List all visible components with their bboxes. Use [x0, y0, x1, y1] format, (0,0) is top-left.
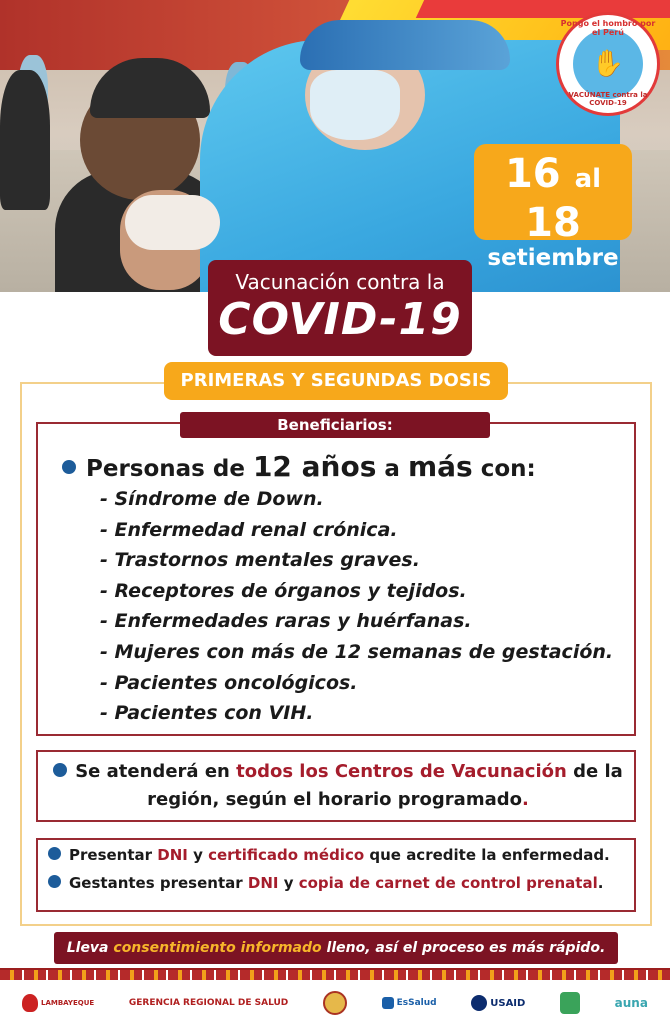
logo-text: EsSalud: [396, 998, 437, 1008]
req-highlight: certificado médico: [208, 846, 365, 864]
req-text: y: [187, 846, 209, 864]
decorative-pattern: [0, 970, 670, 980]
condition-item: - Trastornos mentales graves.: [100, 549, 420, 572]
consent-text: Lleva: [66, 940, 114, 956]
intro-text: a: [376, 456, 408, 482]
background-person: [0, 70, 50, 210]
date-from: 16: [504, 151, 561, 197]
logo-text: GERENCIA REGIONAL DE SALUD: [128, 998, 289, 1008]
bullet-icon: [48, 847, 61, 860]
logo-partner: [560, 992, 580, 1014]
req-text: que acredite la enfermedad.: [364, 846, 610, 864]
logo-text: LAMBAYEQUE: [41, 999, 95, 1007]
logo-essalud: [382, 997, 437, 1009]
consent-banner: [54, 932, 618, 964]
logo-gerencia-regional-salud: [129, 998, 288, 1008]
attention-highlight: todos los Centros de Vacunación: [236, 761, 567, 782]
bullet-icon: [53, 763, 67, 777]
condition-item: - Mujeres con más de 12 semanas de gestación.: [100, 640, 614, 663]
campaign-badge: [556, 12, 660, 116]
essalud-icon: [382, 997, 394, 1009]
seal-icon: [323, 991, 347, 1015]
conditions-list: [100, 484, 613, 729]
bullet-icon: [62, 460, 76, 474]
logo-auna: [615, 996, 648, 1010]
condition-item: - Pacientes con VIH.: [100, 702, 314, 725]
requirement-line: [48, 846, 610, 864]
intro-text: con:: [472, 456, 536, 482]
usaid-seal-icon: [471, 995, 487, 1011]
date-connector: al: [574, 164, 602, 194]
consent-highlight: consentimiento informado: [113, 940, 322, 956]
logo-text: USAID: [490, 997, 526, 1009]
beneficiaries-label: Beneficiarios:: [180, 412, 490, 438]
nurse-glove: [125, 195, 220, 250]
logo-seal: [323, 991, 347, 1015]
partner-icon: [560, 992, 580, 1014]
req-text: Presentar: [69, 846, 158, 864]
badge-top-text: Pongo el hombro por el Perú: [560, 19, 656, 37]
req-text: y: [278, 874, 299, 892]
nurse-mask: [310, 70, 400, 140]
lambayeque-shield-icon: [22, 994, 38, 1012]
req-highlight: DNI: [157, 846, 188, 864]
attention-text: [48, 758, 628, 814]
beneficiaries-intro: [62, 450, 536, 483]
req-highlight: DNI: [247, 874, 279, 892]
shoulder-icon: ✋: [573, 29, 643, 99]
intro-age: 12 años: [252, 450, 377, 483]
req-text: Gestantes presentar: [69, 874, 248, 892]
title-line1: Vacunación contra la: [235, 270, 445, 294]
intro-text: Personas de: [86, 456, 253, 482]
attention-part: Se atenderá en: [75, 761, 237, 782]
attention-dot: .: [522, 789, 529, 810]
requirement-line: [48, 874, 603, 892]
bullet-icon: [48, 875, 61, 888]
req-text: .: [597, 874, 604, 892]
logo-text: auna: [614, 996, 648, 1010]
hero-red-ribbon: [416, 0, 670, 18]
date-month: setiembre: [487, 245, 619, 271]
sponsor-logos: [0, 984, 670, 1022]
req-highlight: copia de carnet de control prenatal: [298, 874, 598, 892]
title-box: [208, 260, 472, 356]
date-box: [474, 144, 632, 271]
consent-text: lleno, así el proceso es más rápido.: [321, 940, 606, 956]
nurse-cap: [300, 20, 510, 70]
condition-item: - Receptores de órganos y tejidos.: [100, 579, 467, 602]
title-main: COVID-19: [218, 294, 462, 345]
doses-label: PRIMERAS Y SEGUNDAS DOSIS: [164, 362, 508, 400]
condition-item: - Pacientes oncológicos.: [100, 671, 358, 694]
intro-more: más: [407, 450, 473, 483]
badge-bottom-text: VACÚNATE contra la COVID-19: [568, 91, 648, 107]
logo-gobierno-regional-lambayeque: [22, 994, 94, 1012]
logo-usaid: [471, 995, 525, 1011]
date-to: 18: [525, 200, 581, 246]
attention-part: de la región, según el horario programado: [147, 761, 623, 810]
condition-item: - Enfermedades raras y huérfanas.: [100, 610, 472, 633]
condition-item: - Síndrome de Down.: [100, 488, 324, 510]
condition-item: - Enfermedad renal crónica.: [100, 518, 398, 541]
